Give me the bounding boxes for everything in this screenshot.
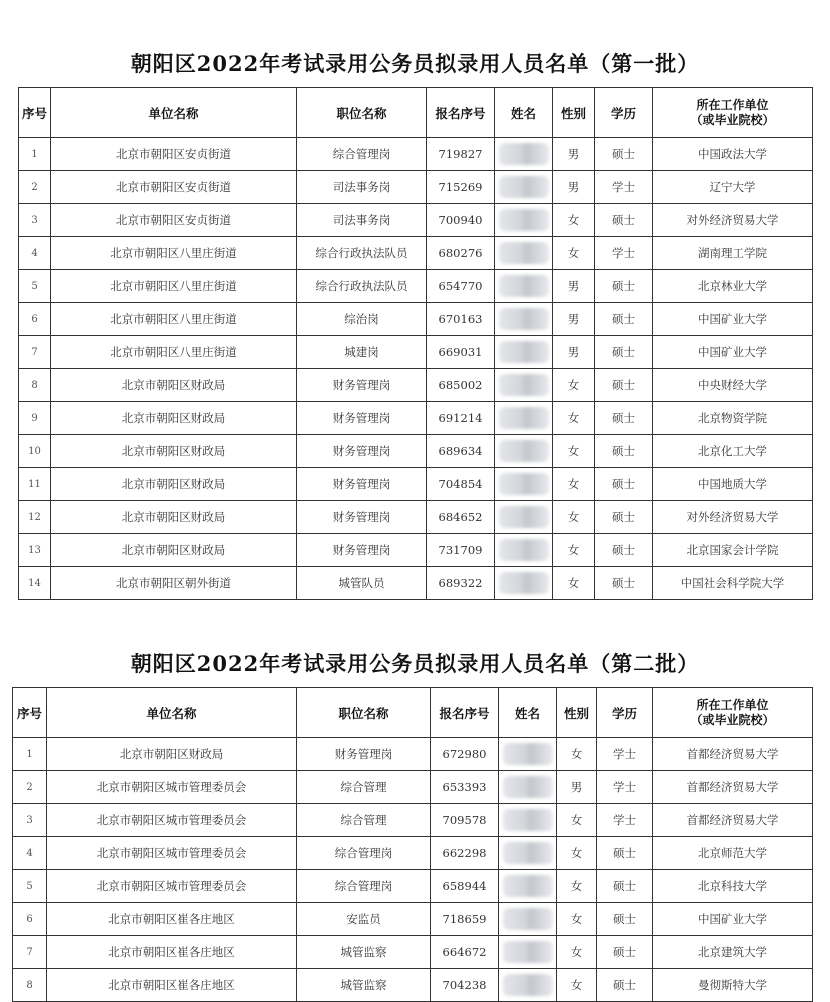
education-cell: 硕士 <box>597 903 653 936</box>
unit-cell: 北京市朝阳区崔各庄地区 <box>47 936 297 969</box>
workplace-cell: 北京国家会计学院 <box>653 534 813 567</box>
table-row <box>13 837 813 870</box>
name-cell-redacted <box>495 171 553 204</box>
name-cell-redacted <box>499 837 557 870</box>
unit-cell: 北京市朝阳区财政局 <box>51 534 297 567</box>
position-cell: 城建岗 <box>297 336 427 369</box>
name-cell-redacted <box>499 903 557 936</box>
table-row <box>13 969 813 1002</box>
gender-cell: 女 <box>557 936 597 969</box>
header-reg-no: 报名序号 <box>431 688 499 738</box>
reg-no-cell: 680276 <box>427 237 495 270</box>
unit-cell: 北京市朝阳区财政局 <box>47 738 297 771</box>
education-cell: 硕士 <box>595 468 653 501</box>
gender-cell: 女 <box>557 738 597 771</box>
position-cell: 综合行政执法队员 <box>297 237 427 270</box>
seq-cell: 4 <box>13 837 47 870</box>
table-row <box>19 468 813 501</box>
seq-cell: 1 <box>19 138 51 171</box>
gender-cell: 男 <box>553 303 595 336</box>
education-cell: 硕士 <box>595 138 653 171</box>
seq-cell: 9 <box>19 402 51 435</box>
position-cell: 综合行政执法队员 <box>297 270 427 303</box>
header-seq: 序号 <box>13 688 47 738</box>
table-row <box>19 369 813 402</box>
unit-cell: 北京市朝阳区财政局 <box>51 468 297 501</box>
header-workplace-line1: 所在工作单位 <box>696 697 769 712</box>
education-cell: 硕士 <box>595 402 653 435</box>
workplace-cell: 对外经济贸易大学 <box>653 204 813 237</box>
gender-cell: 女 <box>557 969 597 1002</box>
batch2-table <box>12 687 813 1002</box>
table-row <box>19 303 813 336</box>
gender-cell: 男 <box>553 270 595 303</box>
position-cell: 财务管理岗 <box>297 468 427 501</box>
reg-no-cell: 664672 <box>431 936 499 969</box>
education-cell: 学士 <box>595 237 653 270</box>
workplace-cell: 中国政法大学 <box>653 138 813 171</box>
header-workplace-line1: 所在工作单位 <box>696 97 769 112</box>
gender-cell: 女 <box>557 837 597 870</box>
gender-cell: 男 <box>553 138 595 171</box>
position-cell: 综治岗 <box>297 303 427 336</box>
workplace-cell: 首都经济贸易大学 <box>653 804 813 837</box>
seq-cell: 11 <box>19 468 51 501</box>
table-row <box>19 435 813 468</box>
name-cell-redacted <box>495 402 553 435</box>
unit-cell: 北京市朝阳区安贞街道 <box>51 204 297 237</box>
name-cell-redacted <box>499 771 557 804</box>
gender-cell: 女 <box>557 903 597 936</box>
unit-cell: 北京市朝阳区八里庄街道 <box>51 336 297 369</box>
table-row <box>19 138 813 171</box>
table-row <box>19 204 813 237</box>
gender-cell: 男 <box>553 171 595 204</box>
gender-cell: 女 <box>553 237 595 270</box>
gender-cell: 女 <box>557 804 597 837</box>
header-position: 职位名称 <box>297 688 431 738</box>
gender-cell: 女 <box>553 204 595 237</box>
reg-no-cell: 719827 <box>427 138 495 171</box>
reg-no-cell: 691214 <box>427 402 495 435</box>
education-cell: 硕士 <box>595 303 653 336</box>
reg-no-cell: 670163 <box>427 303 495 336</box>
table-row <box>19 402 813 435</box>
reg-no-cell: 654770 <box>427 270 495 303</box>
table-row <box>13 903 813 936</box>
name-cell-redacted <box>499 870 557 903</box>
seq-cell: 5 <box>13 870 47 903</box>
seq-cell: 1 <box>13 738 47 771</box>
header-row <box>13 688 813 738</box>
workplace-cell: 首都经济贸易大学 <box>653 771 813 804</box>
unit-cell: 北京市朝阳区财政局 <box>51 501 297 534</box>
gender-cell: 女 <box>553 534 595 567</box>
header-gender: 性别 <box>553 88 595 138</box>
redacted-name-blur <box>499 275 549 297</box>
unit-cell: 北京市朝阳区安贞街道 <box>51 171 297 204</box>
name-cell-redacted <box>495 369 553 402</box>
reg-no-cell: 700940 <box>427 204 495 237</box>
redacted-name-blur <box>499 440 549 462</box>
workplace-cell: 湖南理工学院 <box>653 237 813 270</box>
table-row <box>13 870 813 903</box>
redacted-name-blur <box>499 572 549 594</box>
redacted-name-blur <box>499 506 549 528</box>
seq-cell: 5 <box>19 270 51 303</box>
unit-cell: 北京市朝阳区财政局 <box>51 402 297 435</box>
gender-cell: 女 <box>553 468 595 501</box>
gender-cell: 男 <box>553 336 595 369</box>
redacted-name-blur <box>499 407 549 429</box>
redacted-name-blur <box>503 809 553 831</box>
table-row <box>19 501 813 534</box>
header-workplace <box>653 688 813 738</box>
name-cell-redacted <box>499 936 557 969</box>
header-education: 学历 <box>595 88 653 138</box>
name-cell-redacted <box>495 138 553 171</box>
header-row <box>19 88 813 138</box>
redacted-name-blur <box>499 308 549 330</box>
education-cell: 硕士 <box>595 369 653 402</box>
reg-no-cell: 669031 <box>427 336 495 369</box>
table-row <box>13 771 813 804</box>
header-workplace <box>653 88 813 138</box>
redacted-name-blur <box>499 473 549 495</box>
gender-cell: 女 <box>553 435 595 468</box>
workplace-cell: 中国社会科学院大学 <box>653 567 813 600</box>
position-cell: 城管队员 <box>297 567 427 600</box>
education-cell: 学士 <box>597 738 653 771</box>
education-cell: 硕士 <box>595 534 653 567</box>
reg-no-cell: 689634 <box>427 435 495 468</box>
reg-no-cell: 685002 <box>427 369 495 402</box>
header-education: 学历 <box>597 688 653 738</box>
reg-no-cell: 704238 <box>431 969 499 1002</box>
gender-cell: 男 <box>557 771 597 804</box>
header-reg-no: 报名序号 <box>427 88 495 138</box>
education-cell: 硕士 <box>595 501 653 534</box>
unit-cell: 北京市朝阳区崔各庄地区 <box>47 969 297 1002</box>
position-cell: 城管监察 <box>297 936 431 969</box>
seq-cell: 7 <box>13 936 47 969</box>
seq-cell: 6 <box>19 303 51 336</box>
redacted-name-blur <box>503 842 553 864</box>
redacted-name-blur <box>503 908 553 930</box>
header-name: 姓名 <box>495 88 553 138</box>
seq-cell: 4 <box>19 237 51 270</box>
seq-cell: 8 <box>13 969 47 1002</box>
name-cell-redacted <box>499 969 557 1002</box>
position-cell: 综合管理 <box>297 804 431 837</box>
education-cell: 硕士 <box>595 435 653 468</box>
reg-no-cell: 653393 <box>431 771 499 804</box>
redacted-name-blur <box>503 875 553 897</box>
redacted-name-blur <box>499 539 549 561</box>
position-cell: 城管监察 <box>297 969 431 1002</box>
position-cell: 综合管理岗 <box>297 870 431 903</box>
workplace-cell: 中国矿业大学 <box>653 903 813 936</box>
workplace-cell: 北京师范大学 <box>653 837 813 870</box>
position-cell: 司法事务岗 <box>297 204 427 237</box>
education-cell: 学士 <box>597 804 653 837</box>
header-unit: 单位名称 <box>51 88 297 138</box>
seq-cell: 2 <box>19 171 51 204</box>
unit-cell: 北京市朝阳区城市管理委员会 <box>47 870 297 903</box>
gender-cell: 女 <box>553 369 595 402</box>
seq-cell: 6 <box>13 903 47 936</box>
table-row <box>13 738 813 771</box>
name-cell-redacted <box>495 501 553 534</box>
unit-cell: 北京市朝阳区八里庄街道 <box>51 303 297 336</box>
table-row <box>19 270 813 303</box>
reg-no-cell: 718659 <box>431 903 499 936</box>
redacted-name-blur <box>503 776 553 798</box>
reg-no-cell: 658944 <box>431 870 499 903</box>
education-cell: 硕士 <box>595 336 653 369</box>
education-cell: 学士 <box>595 171 653 204</box>
workplace-cell: 北京林业大学 <box>653 270 813 303</box>
reg-no-cell: 662298 <box>431 837 499 870</box>
workplace-cell: 北京物资学院 <box>653 402 813 435</box>
workplace-cell: 首都经济贸易大学 <box>653 738 813 771</box>
name-cell-redacted <box>495 534 553 567</box>
redacted-name-blur <box>499 242 549 264</box>
seq-cell: 10 <box>19 435 51 468</box>
name-cell-redacted <box>499 738 557 771</box>
redacted-name-blur <box>499 143 549 165</box>
workplace-cell: 中国地质大学 <box>653 468 813 501</box>
unit-cell: 北京市朝阳区八里庄街道 <box>51 237 297 270</box>
gender-cell: 女 <box>553 402 595 435</box>
table-row <box>13 936 813 969</box>
education-cell: 硕士 <box>597 969 653 1002</box>
header-workplace-line2: （或毕业院校） <box>690 712 775 727</box>
position-cell: 综合管理 <box>297 771 431 804</box>
position-cell: 综合管理岗 <box>297 138 427 171</box>
batch1-title: 朝阳区2022年考试录用公务员拟录用人员名单（第一批） <box>130 51 700 76</box>
reg-no-cell: 709578 <box>431 804 499 837</box>
position-cell: 综合管理岗 <box>297 837 431 870</box>
workplace-cell: 曼彻斯特大学 <box>653 969 813 1002</box>
redacted-name-blur <box>503 974 553 996</box>
name-cell-redacted <box>495 468 553 501</box>
name-cell-redacted <box>495 303 553 336</box>
header-unit: 单位名称 <box>47 688 297 738</box>
position-cell: 安监员 <box>297 903 431 936</box>
name-cell-redacted <box>495 204 553 237</box>
position-cell: 司法事务岗 <box>297 171 427 204</box>
position-cell: 财务管理岗 <box>297 501 427 534</box>
position-cell: 财务管理岗 <box>297 402 427 435</box>
education-cell: 硕士 <box>597 936 653 969</box>
unit-cell: 北京市朝阳区崔各庄地区 <box>47 903 297 936</box>
redacted-name-blur <box>499 341 549 363</box>
unit-cell: 北京市朝阳区财政局 <box>51 435 297 468</box>
position-cell: 财务管理岗 <box>297 369 427 402</box>
education-cell: 硕士 <box>595 204 653 237</box>
header-name: 姓名 <box>499 688 557 738</box>
name-cell-redacted <box>499 804 557 837</box>
name-cell-redacted <box>495 336 553 369</box>
reg-no-cell: 689322 <box>427 567 495 600</box>
unit-cell: 北京市朝阳区朝外街道 <box>51 567 297 600</box>
table-row <box>19 171 813 204</box>
workplace-cell: 中国矿业大学 <box>653 336 813 369</box>
seq-cell: 14 <box>19 567 51 600</box>
gender-cell: 女 <box>557 870 597 903</box>
redacted-name-blur <box>503 743 553 765</box>
workplace-cell: 北京建筑大学 <box>653 936 813 969</box>
table-row <box>19 534 813 567</box>
header-seq: 序号 <box>19 88 51 138</box>
education-cell: 硕士 <box>595 270 653 303</box>
gender-cell: 女 <box>553 567 595 600</box>
reg-no-cell: 684652 <box>427 501 495 534</box>
unit-cell: 北京市朝阳区安贞街道 <box>51 138 297 171</box>
redacted-name-blur <box>499 209 549 231</box>
reg-no-cell: 731709 <box>427 534 495 567</box>
education-cell: 学士 <box>597 771 653 804</box>
education-cell: 硕士 <box>597 837 653 870</box>
education-cell: 硕士 <box>595 567 653 600</box>
reg-no-cell: 704854 <box>427 468 495 501</box>
unit-cell: 北京市朝阳区财政局 <box>51 369 297 402</box>
seq-cell: 8 <box>19 369 51 402</box>
table-row <box>19 567 813 600</box>
redacted-name-blur <box>499 176 549 198</box>
workplace-cell: 北京科技大学 <box>653 870 813 903</box>
batch2-title: 朝阳区2022年考试录用公务员拟录用人员名单（第二批） <box>130 651 700 676</box>
name-cell-redacted <box>495 567 553 600</box>
header-position: 职位名称 <box>297 88 427 138</box>
table-row <box>13 804 813 837</box>
unit-cell: 北京市朝阳区城市管理委员会 <box>47 804 297 837</box>
name-cell-redacted <box>495 237 553 270</box>
position-cell: 财务管理岗 <box>297 738 431 771</box>
seq-cell: 3 <box>19 204 51 237</box>
position-cell: 财务管理岗 <box>297 435 427 468</box>
batch1-table <box>18 87 813 600</box>
name-cell-redacted <box>495 435 553 468</box>
seq-cell: 13 <box>19 534 51 567</box>
seq-cell: 2 <box>13 771 47 804</box>
workplace-cell: 中国矿业大学 <box>653 303 813 336</box>
table-row <box>19 336 813 369</box>
gender-cell: 女 <box>553 501 595 534</box>
seq-cell: 3 <box>13 804 47 837</box>
header-workplace-line2: （或毕业院校） <box>690 112 775 127</box>
workplace-cell: 对外经济贸易大学 <box>653 501 813 534</box>
redacted-name-blur <box>503 941 553 963</box>
workplace-cell: 中央财经大学 <box>653 369 813 402</box>
unit-cell: 北京市朝阳区八里庄街道 <box>51 270 297 303</box>
unit-cell: 北京市朝阳区城市管理委员会 <box>47 771 297 804</box>
seq-cell: 12 <box>19 501 51 534</box>
seq-cell: 7 <box>19 336 51 369</box>
unit-cell: 北京市朝阳区城市管理委员会 <box>47 837 297 870</box>
header-gender: 性别 <box>557 688 597 738</box>
name-cell-redacted <box>495 270 553 303</box>
workplace-cell: 辽宁大学 <box>653 171 813 204</box>
reg-no-cell: 715269 <box>427 171 495 204</box>
reg-no-cell: 672980 <box>431 738 499 771</box>
table-row <box>19 237 813 270</box>
redacted-name-blur <box>499 374 549 396</box>
education-cell: 硕士 <box>597 870 653 903</box>
position-cell: 财务管理岗 <box>297 534 427 567</box>
workplace-cell: 北京化工大学 <box>653 435 813 468</box>
